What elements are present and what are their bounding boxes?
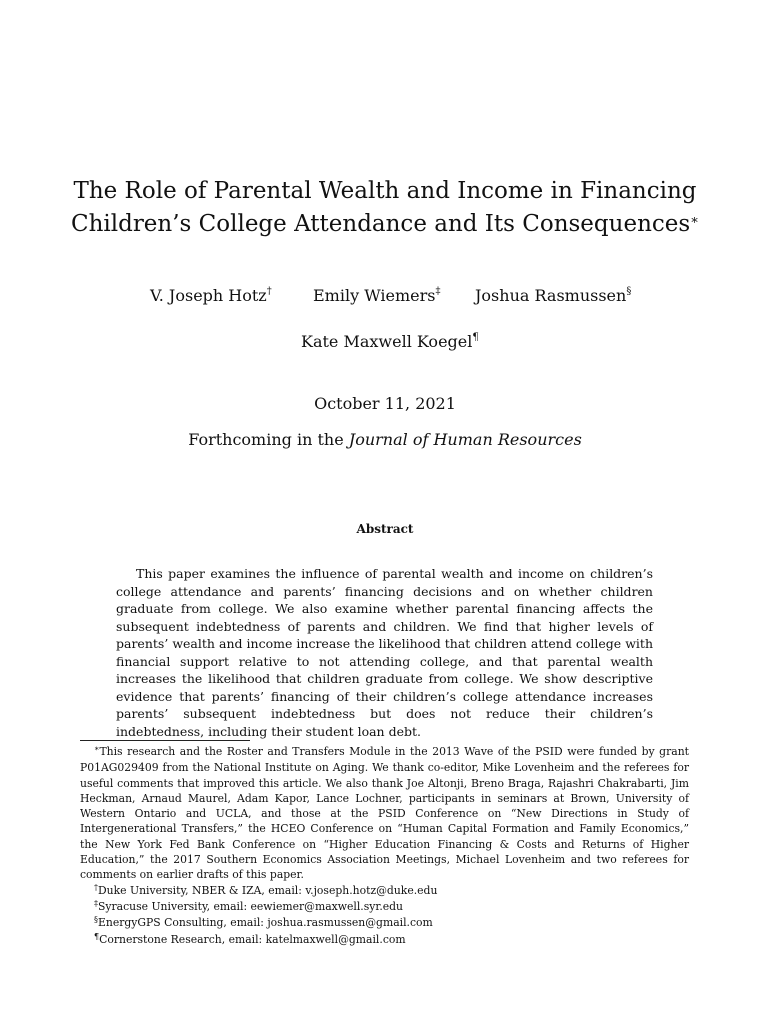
author-name: Joshua Rasmussen: [475, 286, 627, 305]
footnote-mark: ¶: [94, 931, 100, 941]
author-name: V. Joseph Hotz: [150, 286, 267, 305]
forthcoming-line: [0, 430, 770, 449]
footnote-mark: §: [94, 915, 98, 925]
footnote-text: Cornerstone Research, email: katelmaxwell@gmail.com: [99, 932, 406, 946]
title-line-2: Children’s College Attendance and Its Consequences: [70, 211, 691, 237]
footnote-mark: ∗: [94, 744, 100, 753]
footnote-text: Duke University, NBER & IZA, email: v.joseph.hotz@duke.edu: [98, 883, 438, 897]
author-mark: ¶: [472, 332, 479, 343]
author-koegel: [301, 332, 479, 351]
footnote-acknowledgements: [80, 744, 689, 883]
footnote-text: EnergyGPS Consulting, email: joshua.rasmussen@gmail.com: [98, 916, 433, 930]
footnote-rasmussen: [80, 915, 689, 931]
abstract-text: This paper examines the influence of parental wealth and income on children’s college attendance and parents’ financing decisions and on whether children graduate from college. We also examine whether parental financing affects the subsequent indebtedness of parents and children. We find that higher levels of parents’ wealth and income increase the likelihood that children attend college with financial support relative to not attending college, and that parental wealth increases the likelihood that children graduate from college. We show descriptive evidence that parents’ financing of their children’s college attendance increases parents’ subsequent indebtedness but does not reduce their children’s indebtedness, including their student loan debt.: [116, 566, 653, 739]
footnote-wiemers: [80, 899, 689, 915]
footnote-mark: †: [94, 882, 98, 892]
footnotes: [80, 744, 689, 948]
paper-title: [60, 175, 710, 241]
author-mark: ‡: [435, 286, 441, 297]
footnote-rule: [80, 740, 250, 741]
title-footnote-mark: ∗: [690, 213, 700, 228]
forthcoming-prefix: Forthcoming in the: [188, 430, 349, 449]
footnote-hotz: [80, 883, 689, 899]
footnote-mark: ‡: [94, 898, 98, 908]
abstract-heading: Abstract: [356, 522, 414, 536]
title-line-1: The Role of Parental Wealth and Income in Financing: [73, 178, 697, 204]
footnote-koegel: [80, 932, 689, 948]
author-wiemers: [313, 286, 440, 305]
journal-name: Journal of Human Resources: [348, 430, 582, 449]
footnote-text: Syracuse University, email: eewiemer@maxwell.syr.edu: [98, 899, 404, 913]
author-name: Emily Wiemers: [313, 286, 436, 305]
author-mark: †: [266, 286, 272, 297]
paper-date: October 11, 2021: [314, 394, 456, 413]
author-hotz: [150, 286, 272, 305]
author-mark: §: [626, 286, 632, 297]
author-name: Kate Maxwell Koegel: [301, 332, 473, 351]
footnote-text: This research and the Roster and Transfers Module in the 2013 Wave of the PSID were funded by grant P01AG029409 from the National Institute on Aging. We thank co-editor, Mike Lovenheim and the referees for useful comments that improved this article. We also thank Joe Altonji, Breno Braga, Rajashri Chakrabarti, Jim Heckman, Arnaud Maurel, Adam Kapor, Lance Lochner, participants in seminars at Brown, University of Western Ontario and UCLA, and those at the PSID Conference on “New Directions in Study of Intergenerational Transfers,” the HCEO Conference on “Human Capital Formation and Family Economics,” the New York Fed Bank Conference on “Higher Education Financing & Costs and Returns of Higher Education,” the 2017 Southern Economics Association Meetings, Michael Lovenheim and two referees for comments on earlier drafts of this paper.: [80, 745, 689, 882]
author-rasmussen: [475, 286, 631, 305]
